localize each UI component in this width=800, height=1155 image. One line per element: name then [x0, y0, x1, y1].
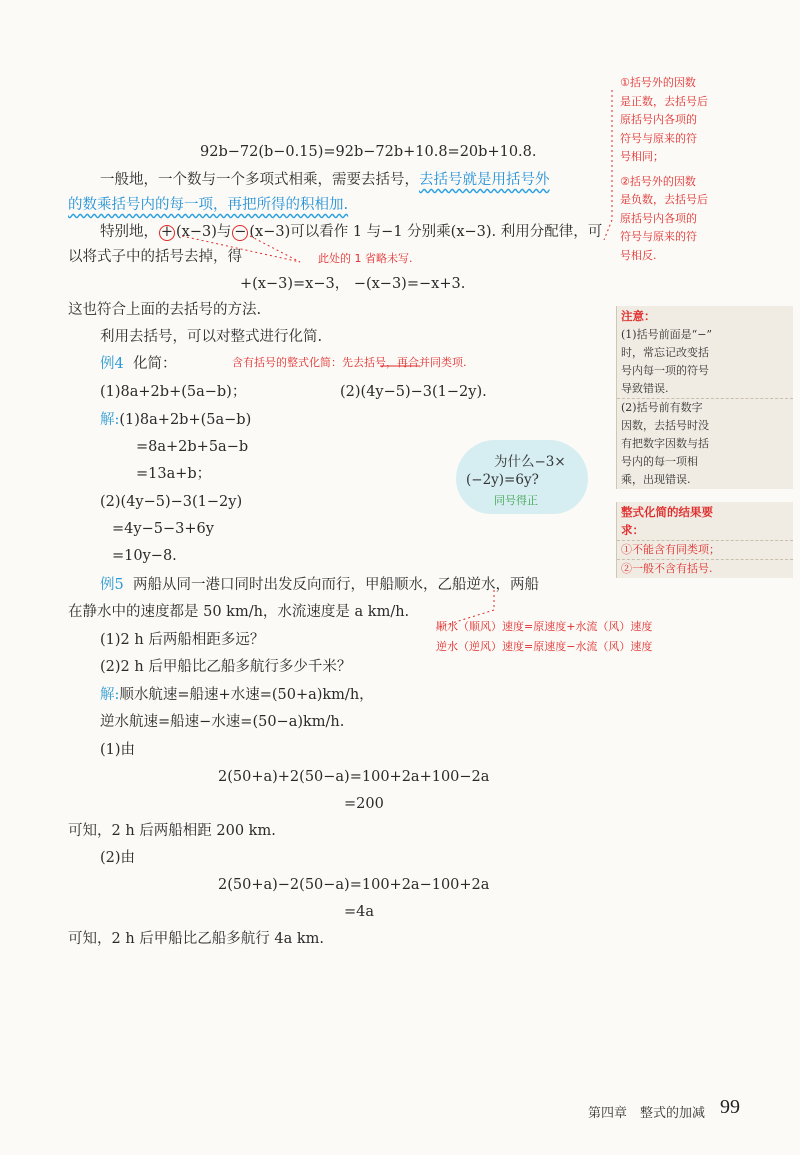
side-line: ①括号外的因数	[620, 76, 696, 89]
side-note-result	[616, 502, 793, 578]
paragraph-line	[68, 195, 348, 215]
highlight-text: 去括号就是用括号外	[419, 172, 550, 188]
equation-line: 2(50+a)+2(50−a)=100+2a+100−2a	[218, 769, 490, 785]
question-2: (2)2 h 后甲船比乙船多航行多少千米？	[100, 659, 352, 675]
text: 化简：	[132, 356, 177, 372]
side-note-line: (2)括号前有数字	[617, 398, 793, 417]
solution-line: 逆水航速=船速−水速=(50−a)km/h.	[100, 714, 345, 730]
solution-line	[100, 685, 374, 705]
solution-line: (1)由	[100, 742, 136, 758]
annotation-omit: 此处的 1 省略未写.	[318, 252, 413, 265]
question-1: (1)2 h 后两船相距多远？	[100, 632, 265, 648]
side-line: 是正数，去括号后	[620, 94, 708, 108]
circled-plus: +	[160, 224, 174, 240]
side-line: 原括号内各项的	[620, 113, 697, 126]
paragraph-line	[100, 222, 602, 242]
paragraph-line: 以将式子中的括号去掉，得	[68, 249, 242, 265]
highlight-text: 的数乘括号内的每一项，再把所得的积相加.	[68, 197, 349, 213]
side-line: ②括号外的因数	[620, 174, 696, 188]
solution-line	[100, 410, 251, 430]
solution-line: (2)由	[100, 850, 136, 866]
side-note-line: 导致错误.	[621, 382, 669, 395]
text: 顺水航速=船速+水速=(50+a)km/h，	[119, 687, 374, 703]
side-note-line: 有把数字因数与括	[621, 437, 709, 450]
annotation-water-1: 顺水（顺风）速度=原速度+水流（风）速度	[436, 620, 653, 633]
solution-line: =13a+b；	[136, 466, 212, 482]
example-5-heading	[100, 575, 539, 595]
bubble-text: 为什么−3×	[494, 454, 566, 470]
equation-line: 92b−72(b−0.15)=92b−72b+10.8=20b+10.8.	[200, 144, 537, 160]
side-line: 号相同；	[620, 150, 664, 163]
side-note-line: (1)括号前面是“−”	[621, 328, 713, 341]
bubble-text: (−2y)=6y?	[466, 472, 539, 488]
example-4-heading	[100, 354, 176, 374]
paragraph-line: 可知，2 h 后两船相距 200 km.	[68, 823, 276, 839]
bubble-handwriting: 同号得正	[494, 494, 538, 507]
text: (1)8a+2b+(5a−b)	[119, 412, 252, 428]
side-note-line: 因数，去括号时没	[621, 419, 709, 432]
annotation-water-2: 逆水（逆风）速度=原速度−水流（风）速度	[436, 640, 653, 653]
circled-minus: −	[234, 224, 247, 240]
paragraph-line: 这也符合上面的去括号的方法.	[68, 302, 262, 318]
example-label: 例5	[100, 577, 124, 593]
side-note-title: 整式化简的结果要	[621, 505, 713, 519]
text: 两船从同一港口同时出发反向而行，甲船顺水，乙船逆水，两船	[132, 577, 539, 593]
paragraph-line	[100, 170, 550, 190]
side-line: 符号与原来的符	[620, 230, 697, 243]
paragraph-line: 可知，2 h 后甲船比乙船多航行 4a km.	[68, 931, 325, 947]
page-number: 99	[720, 1096, 740, 1118]
paragraph-line: 在静水中的速度都是 50 km/h，水流速度是 a km/h.	[68, 604, 410, 620]
equation-line: +(x−3)=x−3， −(x−3)=−x+3.	[240, 276, 466, 292]
chapter-label: 第四章 整式的加减	[588, 1106, 706, 1121]
text: 一般地，一个数与一个多项式相乘，需要去括号，	[100, 172, 419, 188]
side-note-title: 注意：	[621, 309, 656, 323]
side-note-signs	[620, 74, 792, 265]
side-line: 号相反.	[620, 248, 657, 262]
text: (x−3)与	[176, 224, 232, 240]
solution-label: 解:	[100, 412, 120, 428]
solution-line: =10y−8.	[112, 548, 177, 564]
side-line: 符号与原来的符	[620, 131, 697, 145]
example-label: 例4	[100, 356, 124, 372]
question-2: (2)(4y−5)−3(1−2y).	[340, 384, 487, 400]
solution-line: =8a+2b+5a−b	[136, 439, 249, 455]
side-note-line: 号内的每一项相	[621, 455, 698, 468]
side-note-line: 号内每一项的符号	[621, 364, 709, 377]
annotation-ex4: 含有括号的整式化简：先去括号，再合并同类项.	[232, 356, 467, 369]
side-note-line: ②一般不含有括号.	[617, 559, 793, 578]
side-note-line: 乘，出现错误.	[621, 473, 691, 486]
side-line: 是负数，去括号后	[620, 193, 708, 206]
side-note-line: 时，常忘记改变括	[621, 346, 709, 359]
side-line: 原括号内各项的	[620, 211, 697, 225]
equation-line: =4a	[344, 904, 375, 920]
solution-line: (2)(4y−5)−3(1−2y)	[100, 494, 243, 510]
text: (x−3)可以看作 1 与−1 分别乘(x−3). 利用分配律，可	[249, 224, 603, 240]
question-bubble	[456, 440, 588, 514]
text: 特别地，	[100, 224, 158, 240]
equation-line: =200	[344, 796, 384, 812]
equation-line: 2(50+a)−2(50−a)=100+2a−100+2a	[218, 877, 490, 893]
side-note-line: ①不能含有同类项；	[617, 540, 793, 559]
paragraph-line: 利用去括号，可以对整式进行化简.	[100, 329, 323, 345]
solution-label: 解:	[100, 687, 120, 703]
solution-line: =4y−5−3+6y	[112, 521, 214, 537]
question-1: (1)8a+2b+(5a−b)；	[100, 384, 247, 400]
side-note-caution	[616, 306, 793, 489]
side-note-title: 求：	[621, 523, 644, 537]
